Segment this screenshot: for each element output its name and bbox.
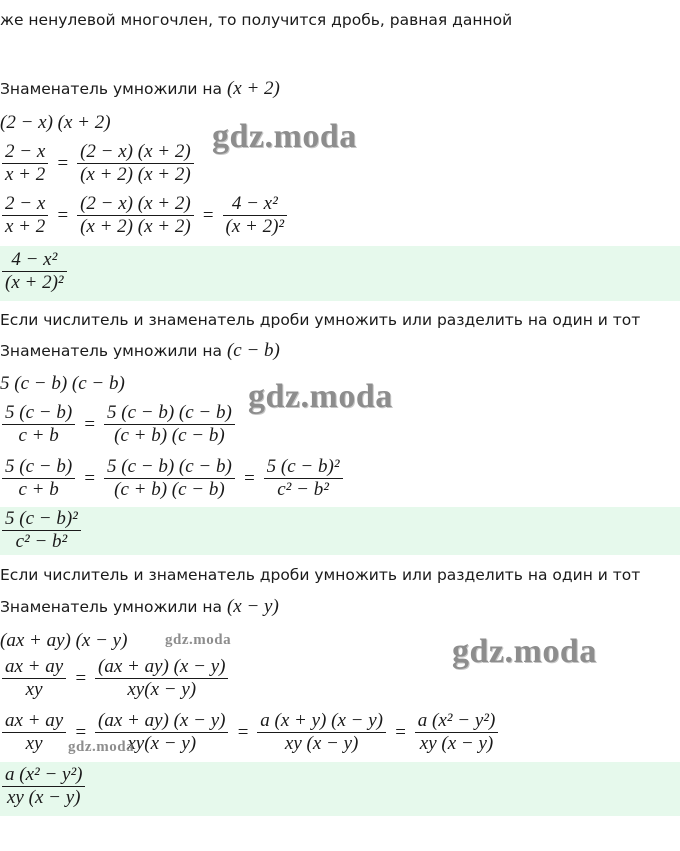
- ex3-l1-fraction: [2, 656, 66, 701]
- ex1-l1-fraction: [2, 141, 48, 186]
- ex1-l1-den: x + 2: [2, 163, 48, 186]
- ex3-l2-den: xy: [2, 732, 66, 755]
- ex1-r1-den: (x + 2) (x + 2): [77, 163, 194, 186]
- ex1-l1-num: 2 − x: [5, 141, 46, 162]
- ex1-answer-num: 4 − x²: [11, 249, 58, 270]
- ex3-r3-num: a (x + y) (x − y): [260, 710, 383, 731]
- ex1-factor: (x + 2): [226, 78, 280, 99]
- ex3-r2-num: (ax + ay) (x − y): [98, 710, 226, 731]
- ex2-equation-2: $\frac{5 (c - b)}{c + b}$ = $\frac{5 (c - b) (c - b)}{(c + b) (c - b)}$ = $\frac{\text{5 (c − b)²}}{\text{c² − b²}}$: [0, 456, 345, 501]
- ex3-equation-2: $\frac{ax + ay}{xy}$ = $\frac{(ax + ay) (x - y)}{xy(x - y)}$ = $\frac{a (x + y) (x - y)}{xy (x - y)}$ = $\frac{\text{a (x² − y²)}}{xy (x - y)}$: [0, 710, 500, 755]
- ex2-res-num: 5 (c − b)²: [266, 456, 340, 477]
- ex2-answer-num: 5 (c − b)²: [5, 508, 78, 529]
- ex1-res-fraction: [223, 193, 288, 238]
- ex1-l2-den: x + 2: [2, 215, 48, 238]
- ex3-label: [0, 596, 279, 618]
- ex1-r2-fraction: [77, 193, 194, 238]
- ex1-r1-num: (2 − x) (x + 2): [80, 141, 191, 162]
- ex2-r2-den: (c + b) (c − b): [104, 478, 235, 501]
- ex3-product: (ax + ay) (x − y): [0, 630, 128, 651]
- ex3-answer-fraction: [2, 764, 85, 809]
- ex1-label: [0, 78, 280, 100]
- answer-band-2: [0, 507, 680, 555]
- ex3-r3-fraction: [257, 710, 386, 755]
- ex3-l2-num: ax + ay: [5, 710, 64, 731]
- ex2-r1-num: 5 (c − b) (c − b): [107, 402, 232, 423]
- ex3-res-den: xy (x − y): [415, 732, 498, 755]
- ex3-l1-num: ax + ay: [5, 656, 64, 677]
- ex1-l2-num: 2 − x: [5, 193, 46, 214]
- ex2-answer-fraction: [2, 508, 81, 553]
- ex1-res-den: (x + 2)²: [223, 215, 288, 238]
- ex1-answer-den: (x + 2)²: [2, 271, 67, 294]
- ex3-r3-den: xy (x − y): [257, 732, 386, 755]
- watermark-1: gdz.moda: [212, 118, 357, 155]
- ex2-l1-num: 5 (c − b): [5, 402, 73, 423]
- ex2-l1-fraction: [2, 402, 75, 447]
- ex2-r1-den: (c + b) (c − b): [104, 424, 235, 447]
- ex1-r2-den: (x + 2) (x + 2): [77, 215, 194, 238]
- ex2-l1-den: c + b: [2, 424, 75, 447]
- ex3-factor: (x − y): [226, 596, 279, 617]
- ex2-product: 5 (c − b) (c − b): [0, 373, 125, 394]
- ex1-answer: [0, 249, 69, 294]
- watermark-2: gdz.moda: [248, 378, 393, 415]
- ex1-r2-num: (2 − x) (x + 2): [80, 193, 191, 214]
- ex1-equation-2: $\frac{2 - x}{x + 2}$ = $\frac{(2 - x) (x + 2)}{(x + 2) (x + 2)}$ = $\frac{\text{4 − x²}}{\text{(x + 2)²}}$: [0, 193, 289, 238]
- intro-text: же ненулевой многочлен, то получится дробь, равная данной: [0, 11, 513, 29]
- ex1-res-num: 4 − x²: [231, 193, 278, 214]
- ex2-l2-den: c + b: [2, 478, 75, 501]
- ex3-r2-den: xy(x − y): [95, 732, 228, 755]
- ex1-label-text: Знаменатель умножили на: [0, 80, 223, 98]
- rule-text-1: Если числитель и знаменатель дроби умножить или разделить на один и тот: [0, 311, 641, 329]
- ex2-r2-fraction: [104, 456, 235, 501]
- ex1-answer-fraction: [2, 249, 67, 294]
- ex2-answer: [0, 508, 83, 553]
- ex2-label: [0, 340, 280, 362]
- ex3-label-text: Знаменатель умножили на: [0, 598, 223, 616]
- ex3-r1-fraction: [95, 656, 228, 701]
- ex1-l2-fraction: [2, 193, 48, 238]
- ex3-res-fraction: [415, 710, 498, 755]
- ex2-label-text: Знаменатель умножили на: [0, 342, 223, 360]
- ex3-equation-1: $\frac{ax + ay}{xy}$ = $\frac{(ax + ay) (x - y)}{xy(x - y)}$: [0, 656, 230, 701]
- ex3-r1-den: xy(x − y): [95, 678, 228, 701]
- ex1-product: (2 − x) (x + 2): [0, 112, 111, 133]
- watermark-5: gdz.moda: [68, 739, 135, 755]
- ex2-factor: (c − b): [226, 340, 280, 361]
- ex2-l2-num: 5 (c − b): [5, 456, 73, 477]
- ex2-r2-num: 5 (c − b) (c − b): [107, 456, 232, 477]
- answer-band-3: [0, 762, 680, 816]
- ex3-r1-num: (ax + ay) (x − y): [98, 656, 226, 677]
- ex3-answer-den: xy (x − y): [2, 786, 85, 809]
- ex2-res-fraction: [264, 456, 343, 501]
- watermark-4: gdz.moda: [165, 632, 232, 648]
- ex2-r1-fraction: [104, 402, 235, 447]
- ex2-res-den: c² − b²: [264, 478, 343, 501]
- ex3-answer: [0, 764, 87, 809]
- ex3-l1-den: xy: [2, 678, 66, 701]
- ex1-r1-fraction: [77, 141, 194, 186]
- ex2-answer-den: c² − b²: [2, 530, 81, 553]
- rule-text-2: Если числитель и знаменатель дроби умножить или разделить на один и тот: [0, 566, 641, 584]
- ex3-l2-fraction: [2, 710, 66, 755]
- watermark-3: gdz.moda: [452, 633, 597, 670]
- ex3-answer-num: a (x² − y²): [5, 764, 83, 785]
- answer-band-1: [0, 246, 680, 301]
- ex2-equation-1: $\frac{5 (c - b)}{c + b}$ = $\frac{5 (c - b) (c - b)}{(c + b) (c - b)}$: [0, 402, 237, 447]
- ex2-l2-fraction: [2, 456, 75, 501]
- ex3-res-num: a (x² − y²): [417, 710, 496, 731]
- ex1-equation-1: $\frac{2 - x}{x + 2}$ = $\frac{(2 - x) (x + 2)}{(x + 2) (x + 2)}$: [0, 141, 196, 186]
